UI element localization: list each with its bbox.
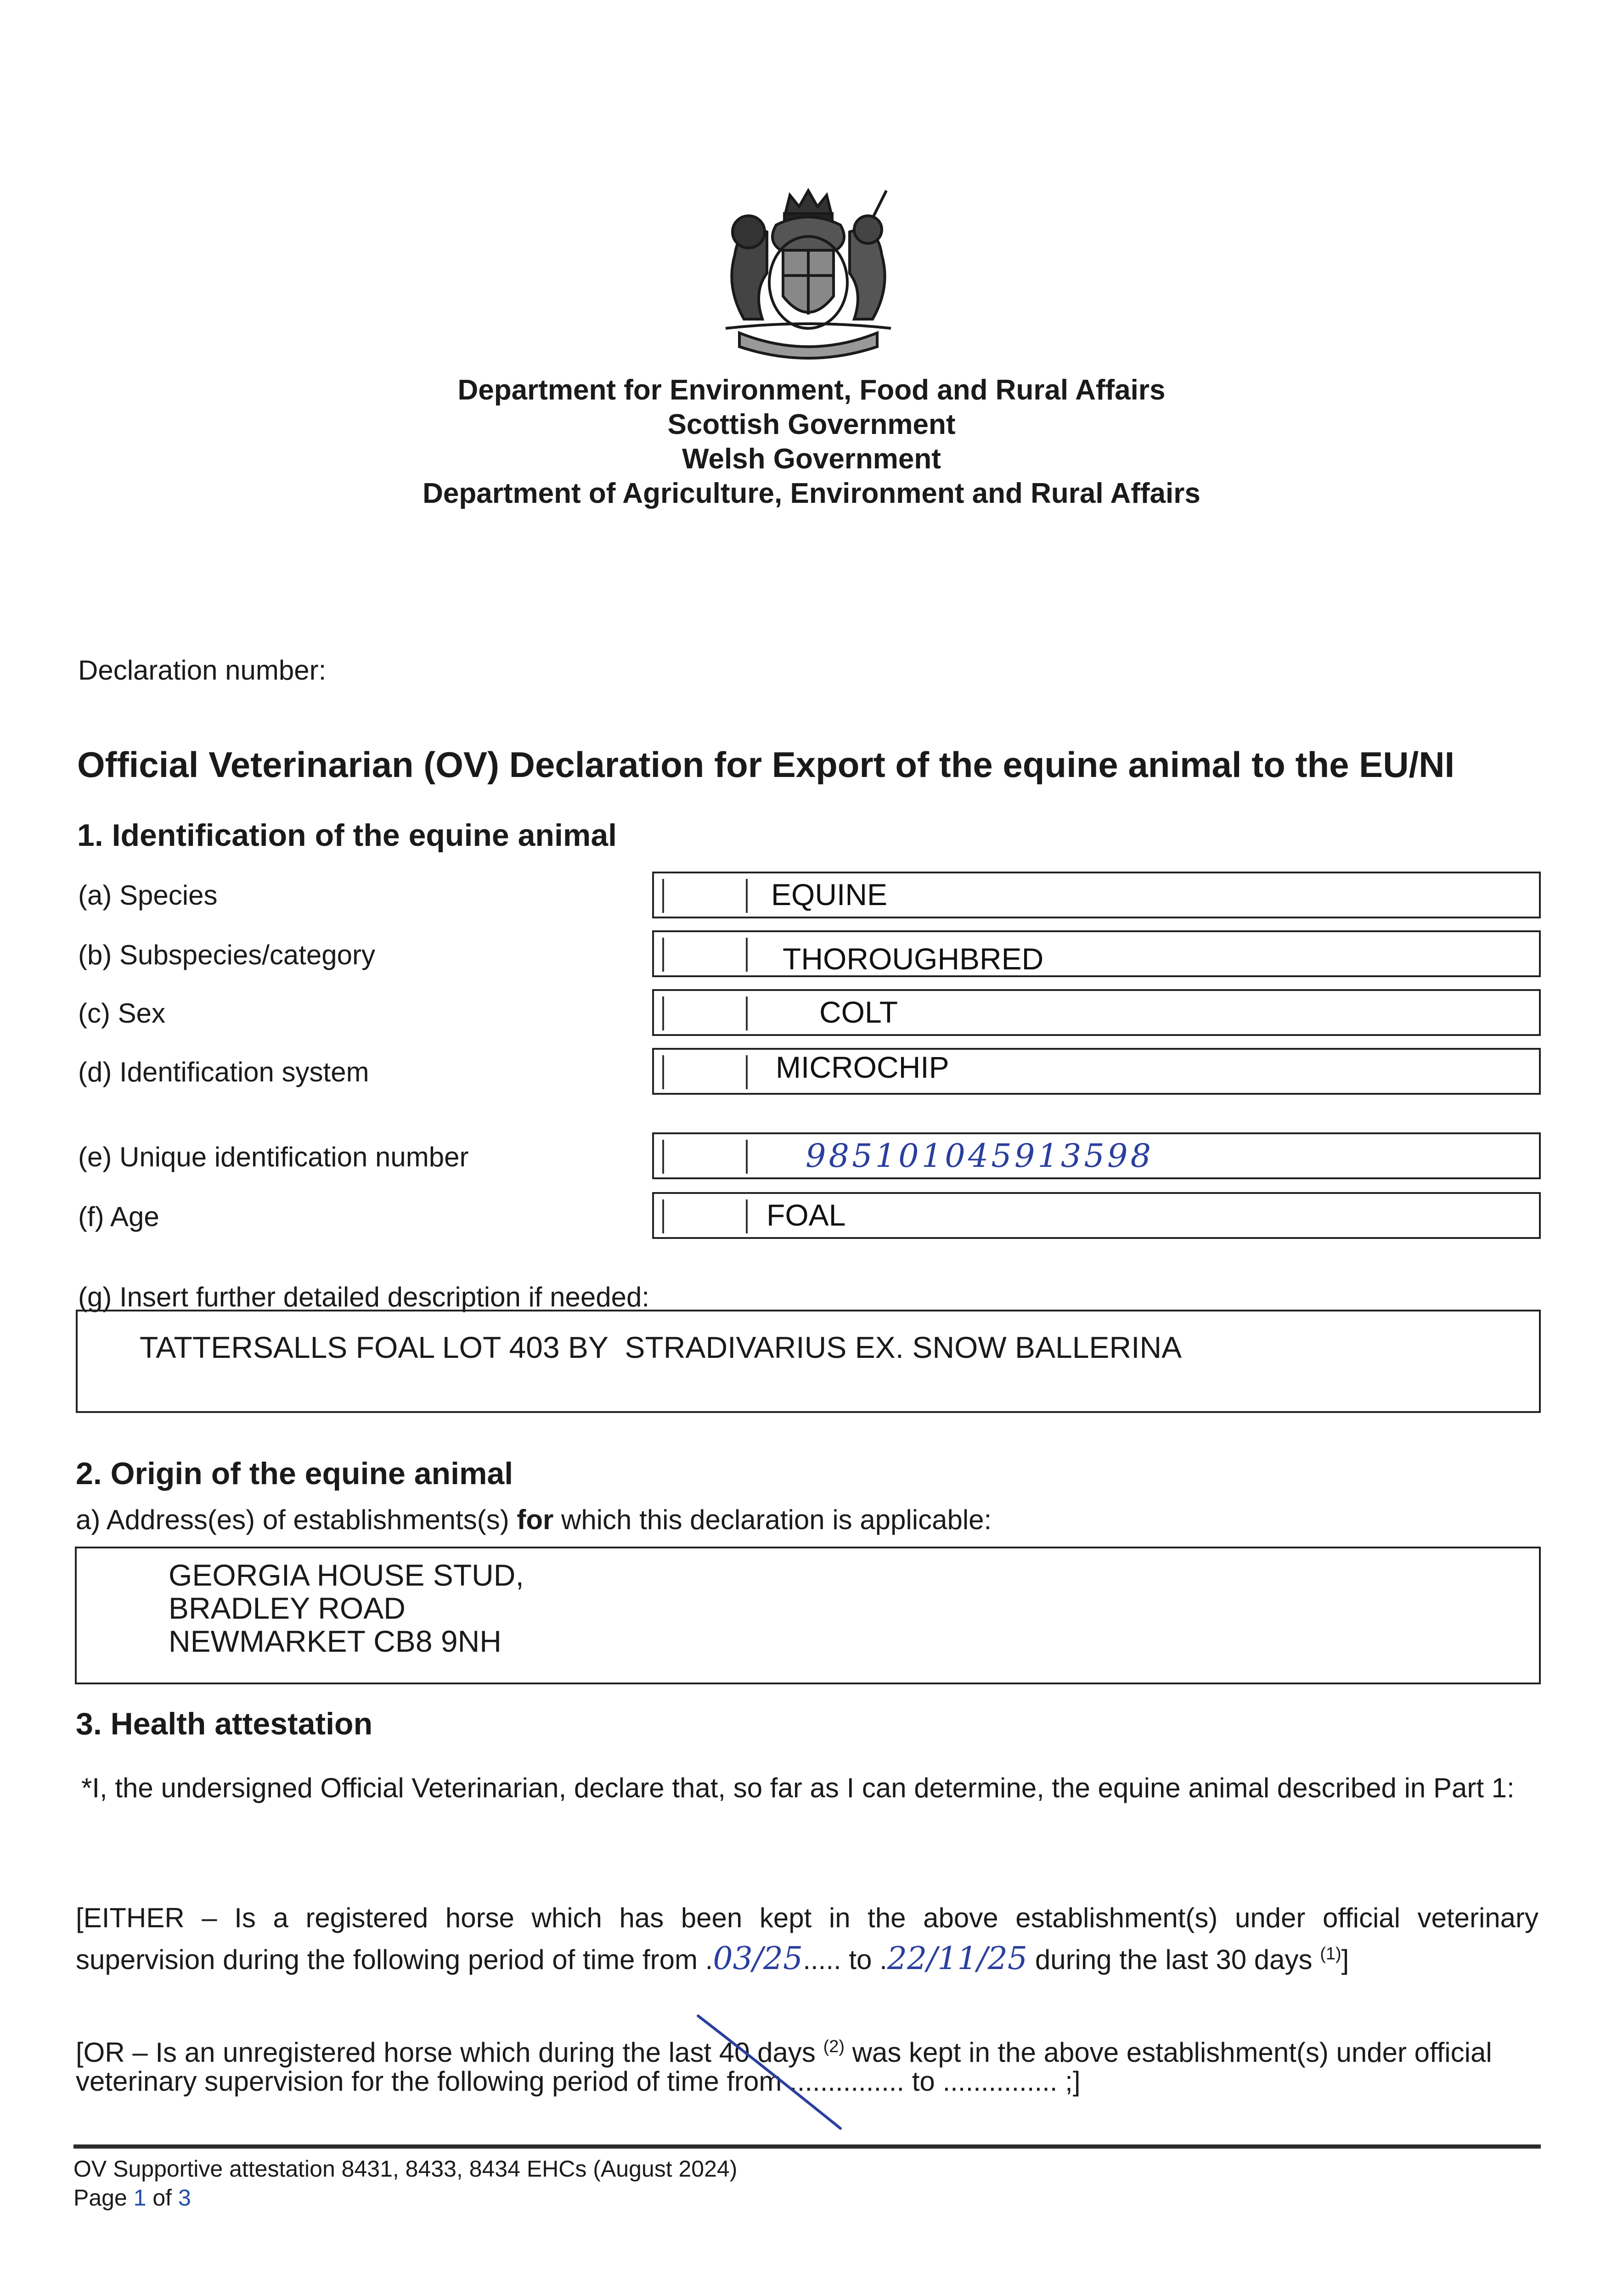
identification-system-label: (d) Identification system [78,1057,369,1087]
address-label: a) Address(es) of establishments(s) for which this declaration is applicable: [76,1504,992,1535]
species-field [652,872,1541,918]
either-clause-line1: [EITHER – Is a registered horse which has been kept in the above establishment(s) under official veterinary [76,1902,1538,1933]
species-label: (a) Species [78,880,218,911]
age-label: (f) Age [78,1201,159,1232]
address-line: NEWMARKET CB8 9NH [169,1624,502,1658]
species-value: EQUINE [771,878,888,912]
subspecies-value: THOROUGHBRED [783,942,1044,976]
section-3-heading: 3. Health attestation [76,1706,373,1741]
address-lines [169,1559,524,1658]
declaration-number-label: Declaration number: [78,655,327,686]
department-line: Department of Agriculture, Environment and Rural Affairs [423,478,1200,509]
either-from-date: 03/25 [713,1941,803,1977]
unique-id-field [652,1132,1541,1179]
footer-divider [73,2144,1541,2149]
unique-id-value: 985101045913598 [806,1137,1154,1175]
department-line: Scottish Government [667,409,956,440]
either-to-date: 22/11/25 [887,1941,1028,1977]
royal-coat-of-arms-icon [698,181,919,365]
health-intro: *I, the undersigned Official Veterinarian, declare that, so far as I can determine, the equine animal described in Part 1: [81,1773,1515,1803]
unique-id-label: (e) Unique identification number [78,1142,469,1172]
section-2-heading: 2. Origin of the equine animal [76,1456,513,1491]
identification-system-field [652,1048,1541,1095]
address-line: GEORGIA HOUSE STUD, [169,1558,524,1592]
strike-through-mark [689,2011,854,2135]
sex-value: COLT [819,995,898,1029]
sex-label: (c) Sex [78,998,166,1029]
section-1-heading: 1. Identification of the equine animal [77,818,617,853]
description-box [76,1310,1541,1413]
description-label: (g) Insert further detailed description if needed: [78,1282,650,1312]
age-value: FOAL [766,1198,846,1232]
address-box [75,1547,1541,1684]
address-line: BRADLEY ROAD [169,1591,406,1625]
or-clause-line1: [OR – Is an unregistered horse which during the last 40 days $^{(2)}$ was kept in the above establishment(s) under official [76,2037,1492,2068]
footer-attestation: OV Supportive attestation 8431, 8433, 8434 EHCs (August 2024) [73,2156,738,2182]
page-title: Official Veterinarian (OV) Declaration for Export of the equine animal to the EU/NI [77,744,1455,785]
either-clause-line2: supervision during the following period of time from .03/25..... to .22/11/25 during the last 30 days $^{(1)}$] [76,1941,1349,1977]
description-value: TATTERSALLS FOAL LOT 403 BY STRADIVARIUS EX. SNOW BALLERINA [140,1330,1182,1364]
age-field [652,1192,1541,1239]
sex-field [652,989,1541,1036]
department-line: Welsh Government [682,443,941,475]
subspecies-label: (b) Subspecies/category [78,940,375,970]
identification-system-value: MICROCHIP [776,1050,949,1084]
department-line: Department for Environment, Food and Rural Affairs [457,374,1166,406]
or-clause-line2: veterinary supervision for the following period of time from ............... to ............... ;] [76,2066,1081,2097]
subspecies-field [652,930,1541,977]
footer-page-number: Page 1 of 3 [73,2185,191,2211]
